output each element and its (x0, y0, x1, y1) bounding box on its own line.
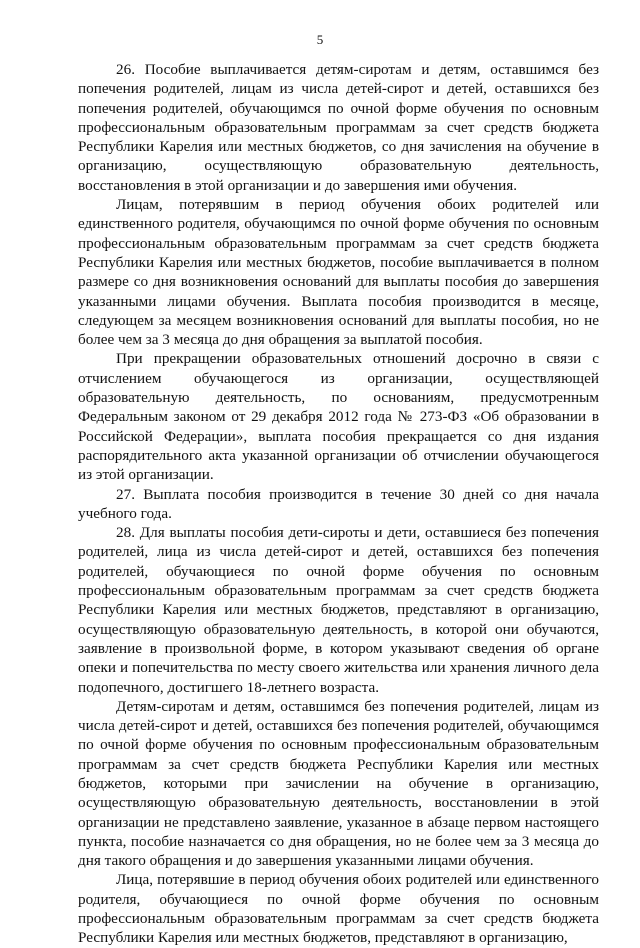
paragraph-26-parents-loss: Лицам, потерявшим в период обучения обоих родителей или единственного родителя, обучающимся по очной форме обучения по основным профессиональным образовательным программам за счет средств бюджета Республики Карелия или местных бюджетов, пособие выплачивается в полном размере со дня возникновения оснований для выплаты пособия до завершения указанными лицами обучения. Выплата пособия производится в месяце, следующем за месяцем возникновения оснований для выплаты пособия, но не более чем за 3 месяца до дня обращения за выплатой пособия. (78, 196, 599, 349)
paragraph-26: 26. Пособие выплачивается детям-сиротам и детям, оставшимся без попечения родителей, лицам из числа детей-сирот и детей, оставшихся без попечения родителей, обучающимся по очной форме обучения по основным профессиональным образовательным программам за счет средств бюджета Республики Карелия или местных бюджетов, со дня зачисления на обучение в организацию, осуществляющую образовательную деятельность, восстановления в этой организации и до завершения ими обучения. (78, 61, 599, 194)
paragraph-26-termination: При прекращении образовательных отношений досрочно в связи с отчислением обучающегося из организации, осуществляющей образовательную деятельность, по основаниям, предусмотренным Федеральным законом от 29 декабря 2012 года № 273-ФЗ «Об образовании в Российской Федерации», выплата пособия прекращается со дня издания распорядительного акта указанной организации об отчислении обучающегося из этой организации. (78, 350, 599, 484)
paragraph-27: 27. Выплата пособия производится в течение 30 дней со дня начала учебного года. (78, 485, 599, 522)
paragraph-28-parents-loss: Лица, потерявшие в период обучения обоих родителей или единственного родителя, обучающиеся по очной форме обучения по основным профессиональным образовательным программам за счет средств бюджета Республики Карелия или местных бюджетов, представляют в организацию, (78, 871, 599, 947)
page-number: 5 (316, 32, 324, 47)
paragraph-28-no-application: Детям-сиротам и детям, оставшимся без попечения родителей, лицам из числа детей-сирот и детей, оставшихся без попечения родителей, обучающимся по очной форме обучения по основным профессиональным образовательным программам за счет средств бюджета Республики Карелия или местных бюджетов, которыми при зачислении на обучение в организацию, осуществляющую образовательную деятельность, восстановлении в этой организации не представлено заявление, указанное в абзаце первом настоящего пункта, пособие назначается со дня обращения, но не более чем за 3 месяца до дня такого обращения и до завершения указанными лицами обучения. (78, 697, 599, 870)
paragraph-28: 28. Для выплаты пособия дети-сироты и дети, оставшиеся без попечения родителей, лица из числа детей-сирот и детей, оставшихся без попечения родителей, обучающиеся по очной форме обучения по основным профессиональным образовательным программам за счет средств бюджета Республики Карелия или местных бюджетов, представляют в организацию, осуществляющую образовательную деятельность, в которой они обучаются, заявление в произвольной форме, в котором указывают сведения об органе опеки и попечительства по месту своего жительства или хранения личного дела подопечного, достигшего 18-летнего возраста. (78, 524, 599, 696)
document-body (78, 60, 599, 948)
